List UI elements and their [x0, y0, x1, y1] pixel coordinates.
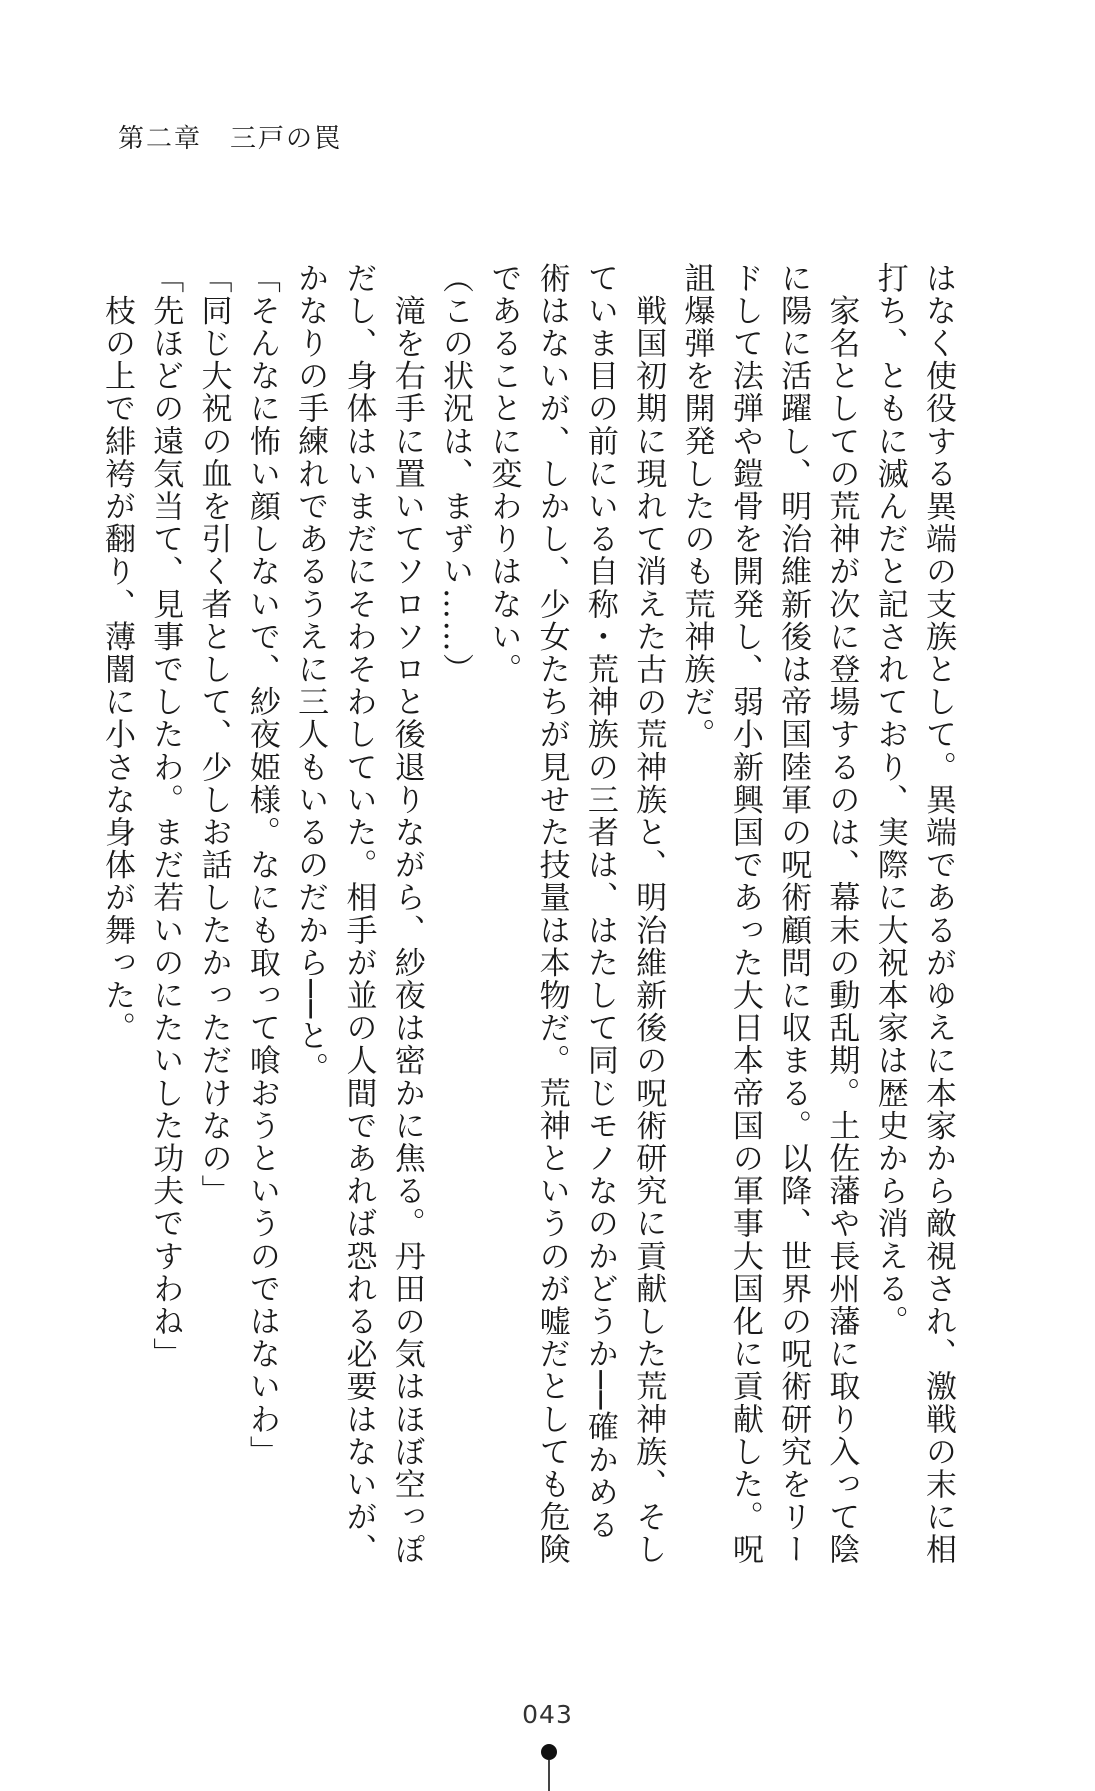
body-text — [98, 262, 962, 1566]
text-line: に陽に活躍し、明治維新後は帝国陸軍の呪術顧問に収まる。以降、世界の呪術研究をリー — [775, 262, 812, 1566]
text-line: ドして法弾や鎧骨を開発し、弱小新興国であった大日本帝国の軍事大国化に貢献した。呪 — [726, 262, 763, 1566]
text-line: かなりの手練れであるうえに三人もいるのだから──と。 — [292, 262, 329, 1085]
page-marker-dot — [541, 1744, 557, 1760]
page-number: 043 — [522, 1700, 573, 1729]
text-line: 枝の上で緋袴が翻り、薄闇に小さな身体が舞った。 — [98, 262, 135, 1045]
text-line: であることに変わりはない。 — [485, 262, 522, 686]
text-line: 戦国初期に現れて消えた古の荒神族と、明治維新後の呪術研究に貢献した荒神族、そし — [630, 262, 667, 1566]
text-line: はなく使役する異端の支族として。異端であるがゆえに本家から敵視され、激戦の末に相 — [920, 262, 956, 1566]
text-line: だし、身体はいまだにそわそわしていた。相手が並の人間であれば恐れる必要はないが、 — [340, 262, 377, 1566]
text-line: 打ち、ともに滅んだと記されており、実際に大祝本家は歴史から消える。 — [871, 262, 908, 1338]
page-marker-line — [548, 1760, 550, 1791]
text-line: （この状況は、まずい……） — [437, 262, 474, 686]
chapter-title: 第二章 三戸の罠 — [118, 124, 343, 154]
text-line: ていま目の前にいる自称・荒神族の三者は、はたして同じモノなのかどうか──確かめる — [581, 262, 618, 1542]
text-line: 「先ほどの遠気当て、見事でしたわ。まだ若いのにたいした功夫ですわね」 — [147, 262, 184, 1371]
text-line: 「そんなに怖い顔しないで、紗夜姫様。なにも取って喰おうというのではないわ」 — [243, 262, 280, 1469]
text-line: 術はないが、しかし、少女たちが見せた技量は本物だ。荒神というのが嘘だとしても危険 — [533, 262, 570, 1566]
text-line: 「同じ大祝の血を引く者として、少しお話したかっただけなの」 — [195, 262, 232, 1208]
text-line: 滝を右手に置いてソロソロと後退りながら、紗夜は密かに焦る。丹田の気はほぼ空っぽ — [388, 262, 425, 1566]
text-line: 家名としての荒神が次に登場するのは、幕末の動乱期。土佐藩や長州藩に取り入って陰 — [823, 262, 860, 1566]
text-line: 詛爆弾を開発したのも荒神族だ。 — [678, 262, 715, 751]
